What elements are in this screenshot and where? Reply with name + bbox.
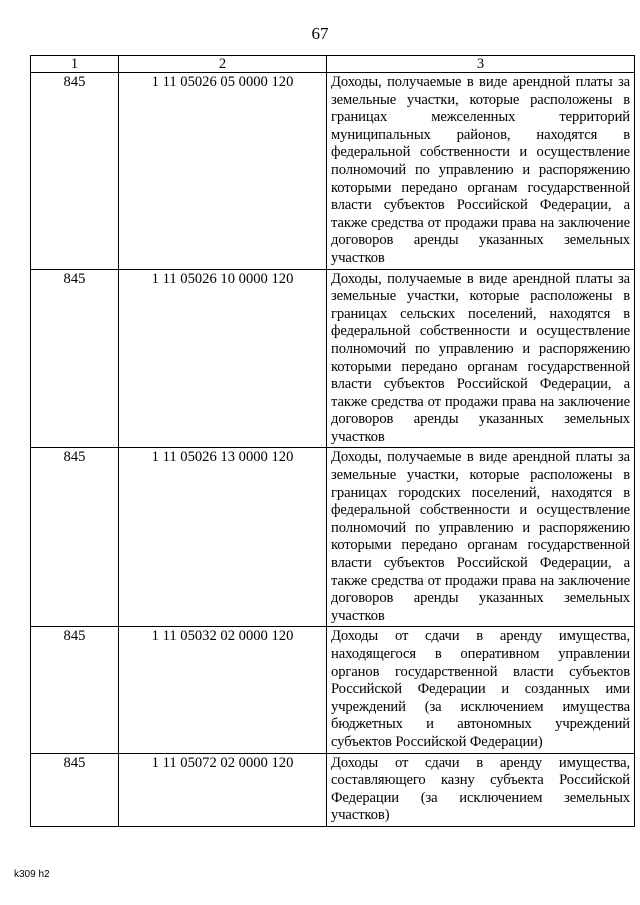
budget-code-cell: 1 11 05026 05 0000 120 xyxy=(119,73,327,270)
budget-code-cell: 1 11 05026 10 0000 120 xyxy=(119,269,327,448)
description-cell: Доходы от сдачи в аренду имущества, находящегося в оперативном управлении органов государственной власти субъектов Российской Федерации и созданных ими учреждений (за исключением имущества бюджетных и автономных учреждений субъектов Российской Федерации) xyxy=(327,627,635,753)
admin-code-cell: 845 xyxy=(31,73,119,270)
document-footer-code: k309 h2 xyxy=(14,869,50,880)
admin-code-cell: 845 xyxy=(31,627,119,753)
budget-code-cell: 1 11 05072 02 0000 120 xyxy=(119,753,327,826)
description-cell: Доходы, получаемые в виде арендной платы за земельные участки, которые расположены в границах сельских поселений, находятся в федеральной собственности и осуществление полномочий по управлению и распоряжению которыми передано органам государственной власти субъектов Российской Федерации, а также средства от продажи права на заключение договоров аренды указанных земельных участков xyxy=(327,269,635,448)
budget-code-cell: 1 11 05026 13 0000 120 xyxy=(119,448,327,627)
table-row xyxy=(31,269,635,448)
description-cell: Доходы, получаемые в виде арендной платы за земельные участки, которые расположены в границах городских поселений, находятся в федеральной собственности и осуществление полномочий по управлению и распоряжению которыми передано органам государственной власти субъектов Российской Федерации, а также средства от продажи права на заключение договоров аренды указанных земельных участков xyxy=(327,448,635,627)
description-cell: Доходы от сдачи в аренду имущества, составляющего казну субъекта Российской Федерации (за исключением земельных участков) xyxy=(327,753,635,826)
admin-code-cell: 845 xyxy=(31,448,119,627)
table-row xyxy=(31,73,635,270)
table-header-row xyxy=(31,56,635,73)
column-header-2: 2 xyxy=(119,56,327,73)
admin-code-cell: 845 xyxy=(31,269,119,448)
column-header-3: 3 xyxy=(327,56,635,73)
income-codes-table xyxy=(30,55,635,827)
table-row xyxy=(31,627,635,753)
table-row xyxy=(31,448,635,627)
description-cell: Доходы, получаемые в виде арендной платы за земельные участки, которые расположены в границах межселенных территорий муниципальных районов, находятся в федеральной собственности и осуществление полномочий по управлению и распоряжению которыми передано органам государственной власти субъектов Российской Федерации, а также средства от продажи права на заключение договоров аренды указанных земельных участков xyxy=(327,73,635,270)
admin-code-cell: 845 xyxy=(31,753,119,826)
table-row xyxy=(31,753,635,826)
budget-code-cell: 1 11 05032 02 0000 120 xyxy=(119,627,327,753)
page-number: 67 xyxy=(311,24,329,43)
column-header-1: 1 xyxy=(31,56,119,73)
